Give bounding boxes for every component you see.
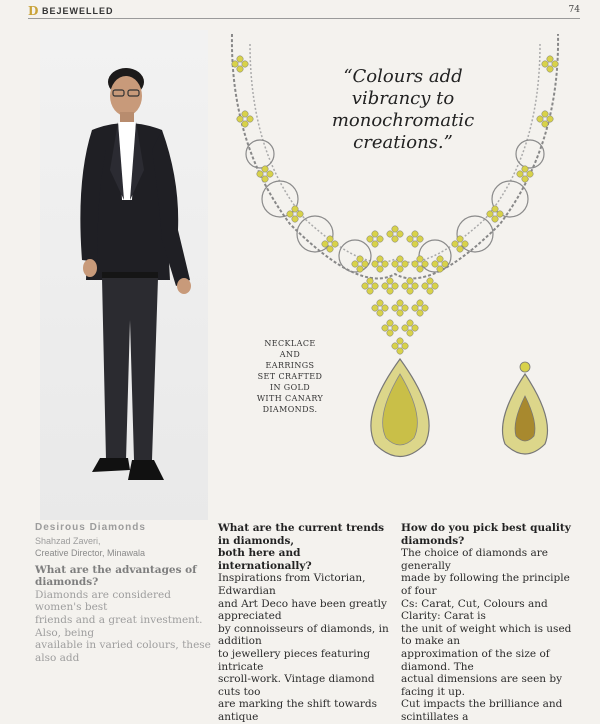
portrait-photo — [40, 30, 208, 520]
profile-title: Desirous Diamonds — [35, 522, 146, 533]
body-line: by connoisseurs of diamonds, in addition — [218, 622, 389, 648]
caption-line: WITH CANARY — [256, 394, 324, 403]
body-line: approximation of the size of diamond. The — [401, 647, 550, 673]
magazine-logo: D — [28, 4, 39, 18]
quote-line: “Colours add — [343, 66, 463, 87]
body-line: scroll-work. Vintage diamond cuts too — [218, 673, 375, 698]
profile-role: Creative Director, Minawala — [35, 547, 146, 558]
body-line: the unit of weight which is used to make an — [401, 622, 572, 648]
article-column-3 — [401, 522, 579, 724]
body-line: available in varied colours, these also add — [35, 639, 211, 664]
profile-name: Shahzad Zaveri, — [35, 535, 101, 546]
body-line: are marking the shift towards antique — [218, 698, 378, 723]
section-heading: both here and internationally? — [218, 547, 312, 572]
body-line: and Art Deco have been greatly appreciated — [218, 597, 387, 623]
body-line: Inspirations from Victorian, Edwardian — [218, 572, 366, 597]
man-figure-illustration — [40, 30, 208, 520]
caption-line: EARRINGS — [265, 361, 315, 370]
body-line: Cs: Carat, Cut, Colours and Clarity: Carat is — [401, 597, 548, 623]
caption-line: IN GOLD — [269, 383, 311, 392]
quote-line: monochromatic — [331, 110, 475, 131]
caption-line: NECKLACE — [264, 339, 316, 348]
section-heading: How do you pick best quality diamonds? — [401, 522, 571, 547]
section-heading: What are the advantages of diamonds? — [35, 563, 197, 589]
body-line: actual dimensions are seen by facing it up. — [401, 673, 563, 698]
quote-line: creations.” — [353, 132, 453, 153]
body-line: to jewellery pieces featuring intricate — [218, 647, 371, 673]
page-header — [0, 0, 600, 22]
page-number: 74 — [568, 5, 580, 15]
caption-line: AND — [279, 350, 301, 359]
caption-line: DIAMONDS. — [262, 405, 318, 414]
body-line: Diamonds are considered women's best — [35, 588, 171, 614]
body-line: friends and a great investment. Also, being — [35, 613, 203, 639]
article-column-2 — [218, 522, 396, 724]
image-caption — [255, 338, 325, 415]
body-line: The choice of diamonds are generally — [401, 547, 548, 572]
quote-line: vibrancy to — [351, 88, 455, 109]
body-line: Cut impacts the brilliance and scintillates a — [401, 698, 563, 723]
article-column-1 — [35, 522, 213, 664]
body-line: made by following the principle of four — [401, 572, 570, 597]
section-heading: What are the current trends in diamonds, — [218, 522, 385, 547]
section-title: BEJEWELLED — [42, 6, 114, 16]
pull-quote — [328, 66, 478, 154]
caption-line: SET CRAFTED — [257, 372, 323, 381]
header-rule — [28, 18, 580, 19]
